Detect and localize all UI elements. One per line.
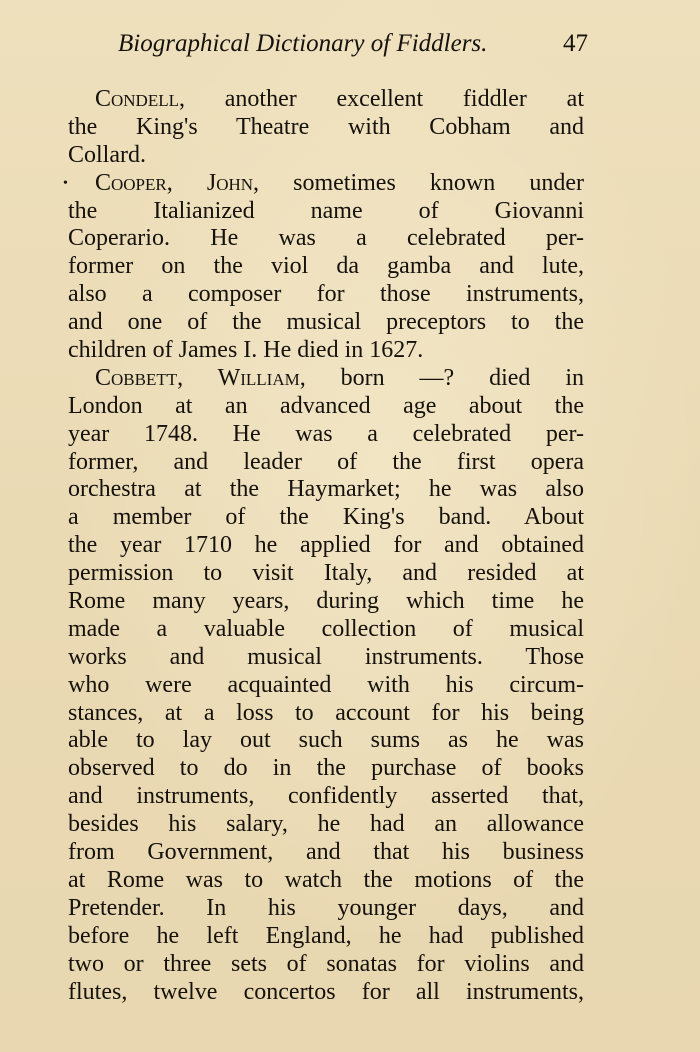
- text-line: Cooper, John, sometimes known under: [95, 169, 584, 196]
- text-line: works and musical instruments. Those: [68, 643, 584, 670]
- text-line: a member of the King's band. About: [68, 504, 584, 531]
- text-line: Pretender. In his younger days, and: [68, 894, 584, 921]
- text-line: the King's Theatre with Cobham and: [68, 113, 584, 140]
- running-title: Biographical Dictionary of Fiddlers.: [118, 30, 488, 57]
- text-line: able to lay out such sums as he was: [68, 727, 584, 754]
- entry-condell: [68, 86, 584, 170]
- text-line: flutes, twelve concertos for all instruments,: [68, 978, 584, 1005]
- text-line: observed to do in the purchase of books: [68, 755, 584, 782]
- text-line: besides his salary, he had an allowance: [68, 811, 584, 838]
- text-line: orchestra at the Haymarket; he was also: [68, 476, 584, 503]
- entry-name: Cobbett, William,: [95, 364, 306, 391]
- text-line: also a composer for those instruments,: [68, 281, 584, 308]
- text-line: the year 1710 he applied for and obtained: [68, 532, 584, 559]
- entry-name: Condell,: [95, 86, 185, 112]
- text-line: two or three sets of sonatas for violins and: [68, 950, 584, 977]
- text-body: [63, 86, 584, 1006]
- text-line: and one of the musical preceptors to the: [68, 309, 584, 336]
- text-line: the Italianized name of Giovanni: [68, 197, 584, 224]
- entry-name: Cooper, John,: [95, 169, 260, 196]
- entry-cooper: [63, 169, 584, 365]
- page-number: 47: [563, 30, 588, 57]
- text-line: London at an advanced age about the: [68, 392, 584, 419]
- text-line: before he left England, he had published: [68, 922, 584, 949]
- text-line: at Rome was to watch the motions of the: [68, 866, 584, 893]
- text-line: permission to visit Italy, and resided at: [68, 560, 584, 587]
- text-line: and instruments, confidently asserted that,: [68, 783, 584, 810]
- text-line: Coperario. He was a celebrated per-: [68, 225, 584, 252]
- text-line: made a valuable collection of musical: [68, 615, 584, 642]
- text-line: children of James I. He died in 1627.: [68, 337, 424, 364]
- text-line: former on the viol da gamba and lute,: [68, 253, 584, 280]
- text-line: Rome many years, during which time he: [68, 588, 584, 615]
- text-line: Condell, another excellent fiddler at: [95, 86, 584, 112]
- running-header: [118, 30, 588, 64]
- text-line: stances, at a loss to account for his being: [68, 699, 584, 726]
- entry-cobbett: [68, 365, 584, 1006]
- text-line: who were acquainted with his circum-: [68, 671, 584, 698]
- marginal-mark: •: [63, 175, 68, 191]
- text-line: year 1748. He was a celebrated per-: [68, 420, 584, 447]
- text-line: former, and leader of the first opera: [68, 448, 584, 475]
- text-line: Cobbett, William, born —? died in: [95, 364, 584, 391]
- text-line: from Government, and that his business: [68, 839, 584, 866]
- text-line: Collard.: [68, 141, 146, 168]
